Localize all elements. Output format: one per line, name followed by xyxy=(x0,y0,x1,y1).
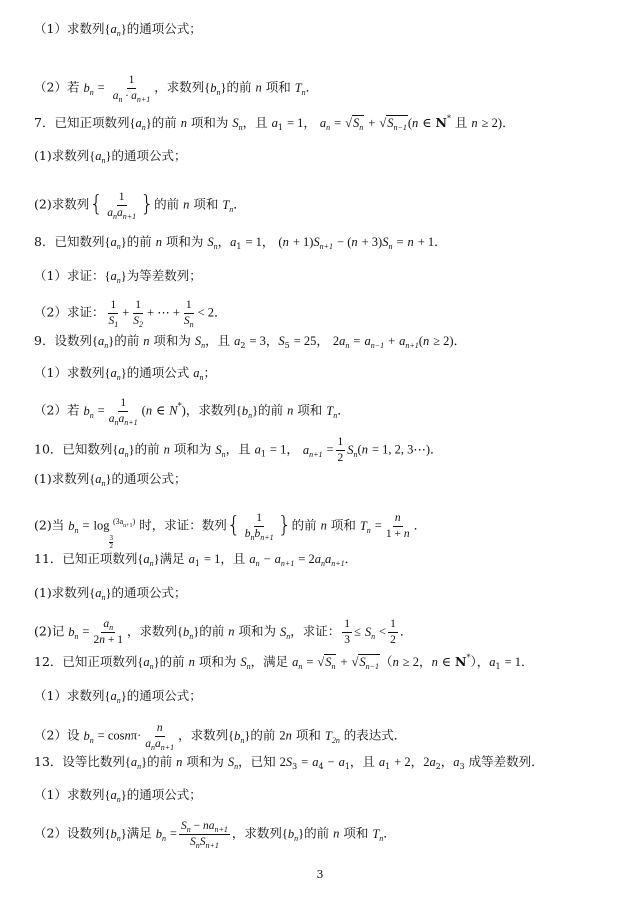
problem9-part2: （2）若 $b_n$ = $\frac{1}{a_na_{n+1}}$ (n ∈ N*)，求数列$\{b_n\}$的前 n 项和 $T_n$． xyxy=(34,397,350,427)
problem12-part1: （1）求数列$\{a_n\}$的通项公式； xyxy=(34,688,202,705)
problem8-part2: （2）求证： $\frac{1}{S_1}$ + $\frac{1}{S_2}$ + ⋯ + $\frac{1}{S_n}$ < 2． xyxy=(34,299,227,329)
problem9-statement: 9．设数列$\{a_n\}$的前 n 项和为 $S_n$，且 $a_2 = 3$，$S_5 = 25$， $2a_n = a_{n-1} + a_{n+1}(n \ge 2)$． xyxy=(34,333,467,350)
problem12-statement: 12．已知正项数列$\{a_n\}$的前 n 项和为 $S_n$，满足 $a_n = √S_n + √S_{n-1}(n \ge 2$，n ∈ N*），$a_1 = 1$． xyxy=(34,653,534,671)
problem6-part2: （2）若 $b_n$ = $\frac{1}{a_n \cdot a_{n+1}}$ ，求数列$\{b_n\}$的前 n 项和 $T_n$． xyxy=(34,74,319,104)
problem8-part1: （1）求证：$\{a_n\}$为等差数列； xyxy=(34,268,202,285)
problem11-part1: (1)求数列$\{a_n\}$的通项公式； xyxy=(34,585,187,602)
problem7-statement: 7．已知正项数列$\{a_n\}$的前 n 项和为 $S_n$，且 $a_1 = 1$， $a_n = √S_n + √S_{n-1}(n$ ∈ N* 且 n ≥ 2)． xyxy=(34,114,515,132)
problem10-statement: 10．已知数列$\{a_n\}$的前 n 项和为 $S_n$，且 $a_1 = 1$， $a_{n+1}$ = $\frac{1}{2}$ $S_n(n = 1$, 2, 3⋯)． xyxy=(34,436,443,464)
problem8-statement: 8．已知数列$\{a_n\}$的前 n 项和为 $S_n$，$a_1 = 1$， $(n + 1)S_{n+1} - (n + 3)S_n = n + 1$． xyxy=(34,234,447,251)
problem9-part1: （1）求数列$\{a_n\}$的通项公式 $a_n$； xyxy=(34,365,216,382)
problem10-part1: (1)求数列$\{a_n\}$的通项公式； xyxy=(34,471,187,488)
problem11-statement: 11．已知正项数列$\{a_n\}$满足 $a_1 = 1$，且 $a_n - a_{n+1} = 2a_na_{n+1}$． xyxy=(34,551,358,568)
problem13-part1: （1）求数列$\{a_n\}$的通项公式； xyxy=(34,787,202,804)
problem10-part2: (2)当 $b_n = \log$ $\frac{3}{2}$ $^{(3a_{n+1})}$ 时，求证：数列{ $\frac{1}{b_nb_{n+1}}$ }的前 n 项和 $T_n$ = $\frac{n}{1 + n}$ ． xyxy=(34,512,427,550)
page-number: 3 xyxy=(316,868,324,881)
problem7-part2: (2)求数列{ $\frac{1}{a_na_{n+1}}$ }的前 n 项和 $T_n$． xyxy=(34,191,246,221)
problem13-statement: 13．设等比数列$\{a_n\}$的前 n 项和为 $S_n$，已知 $2S_3 = a_4 - a_1$，且 $a_1 + 2$，$2a_2$，$a_3$ 成等差数列． xyxy=(34,754,544,771)
problem6-part1: （1）求数列$\{a_n\}$的通项公式； xyxy=(34,21,202,38)
problem7-part1: (1)求数列$\{a_n\}$的通项公式； xyxy=(34,148,187,165)
problem11-part2: (2)记 $b_n$ = $\frac{a_n}{2n + 1}$ ，求数列$\{b_n\}$的前 n 项和为 $S_n$，求证： $\frac{1}{3}$ ≤ $S_n$ < $\frac{1}{2}$ ． xyxy=(34,618,413,646)
problem13-part2: （2）设数列$\{b_n\}$满足 $b_n$ = $\frac{S_n - na_{n+1}}{S_nS_{n+1}}$ ，求数列$\{b_n\}$的前 n 项和 $T_n$． xyxy=(34,820,396,850)
problem12-part2: （2）设 $b_n = \cos n\pi\cdot$ $\frac{n}{a_na_{n+1}}$ ，求数列$\{b_n\}$的前 2n 项和 $T_{2n}$ 的表达式． xyxy=(34,722,407,752)
